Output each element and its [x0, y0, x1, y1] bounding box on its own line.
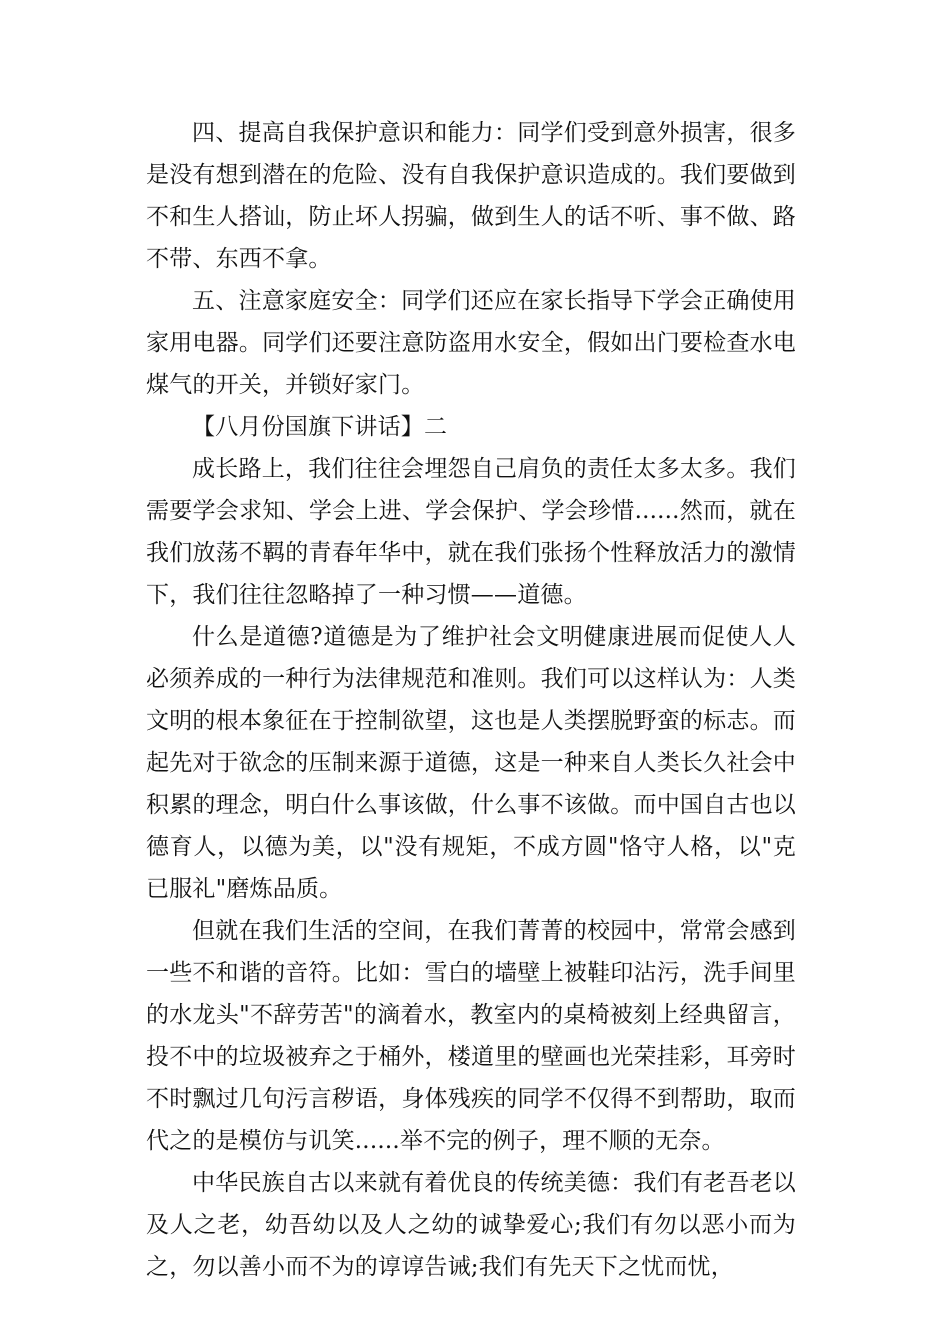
section-heading: 【八月份国旗下讲话】二 [192, 414, 448, 440]
paragraph-growth-road: 成长路上，我们往往会埋怨自己肩负的责任太多太多。我们需要学会求知、学会上进、学会保护、学会珍惜......然而，就在我们放荡不羁的青春年华中，就在我们张扬个性释放活力的激情下，我们往往忽略掉了一种习惯——道德。 [146, 456, 796, 608]
paragraph-traditional-virtues: 中华民族自古以来就有着优良的传统美德：我们有老吾老以及人之老，幼吾幼以及人之幼的诚挚爱心;我们有勿以恶小而为之，勿以善小而不为的谆谆告诫;我们有先天下之忧而忧， [146, 1170, 796, 1280]
paragraph-self-protection: 四、提高自我保护意识和能力：同学们受到意外损害，很多是没有想到潜在的危险、没有自我保护意识造成的。我们要做到不和生人搭讪，防止坏人拐骗，做到生人的话不听、事不做、路不带、东西不拿。 [146, 120, 796, 272]
paragraph-campus-disharmony: 但就在我们生活的空间，在我们菁菁的校园中，常常会感到一些不和谐的音符。比如：雪白的墙壁上被鞋印沾污，洗手间里的水龙头"不辞劳苦"的滴着水，教室内的桌椅被刻上经典留言，投不中的垃圾被弃之于桶外，楼道里的壁画也光荣挂彩，耳旁时不时飘过几句污言秽语，身体残疾的同学不仅得不到帮助，取而代之的是模仿与讥笑......举不完的例子，理不顺的无奈。 [146, 918, 796, 1154]
document-body [146, 112, 796, 1288]
paragraph-what-is-morality: 什么是道德?道德是为了维护社会文明健康进展而促使人人必须养成的一种行为法律规范和准则。我们可以这样认为：人类文明的根本象征在于控制欲望，这也是人类摆脱野蛮的标志。而起先对于欲念的压制来源于道德，这是一种来自人类长久社会中积累的理念，明白什么事该做，什么事不该做。而中国自古也以德育人，以德为美，以"没有规矩，不成方圆"恪守人格，以"克已服礼"磨炼品质。 [146, 624, 796, 902]
paragraph-home-safety: 五、注意家庭安全：同学们还应在家长指导下学会正确使用家用电器。同学们还要注意防盗用水安全，假如出门要检查水电煤气的开关，并锁好家门。 [146, 288, 796, 398]
